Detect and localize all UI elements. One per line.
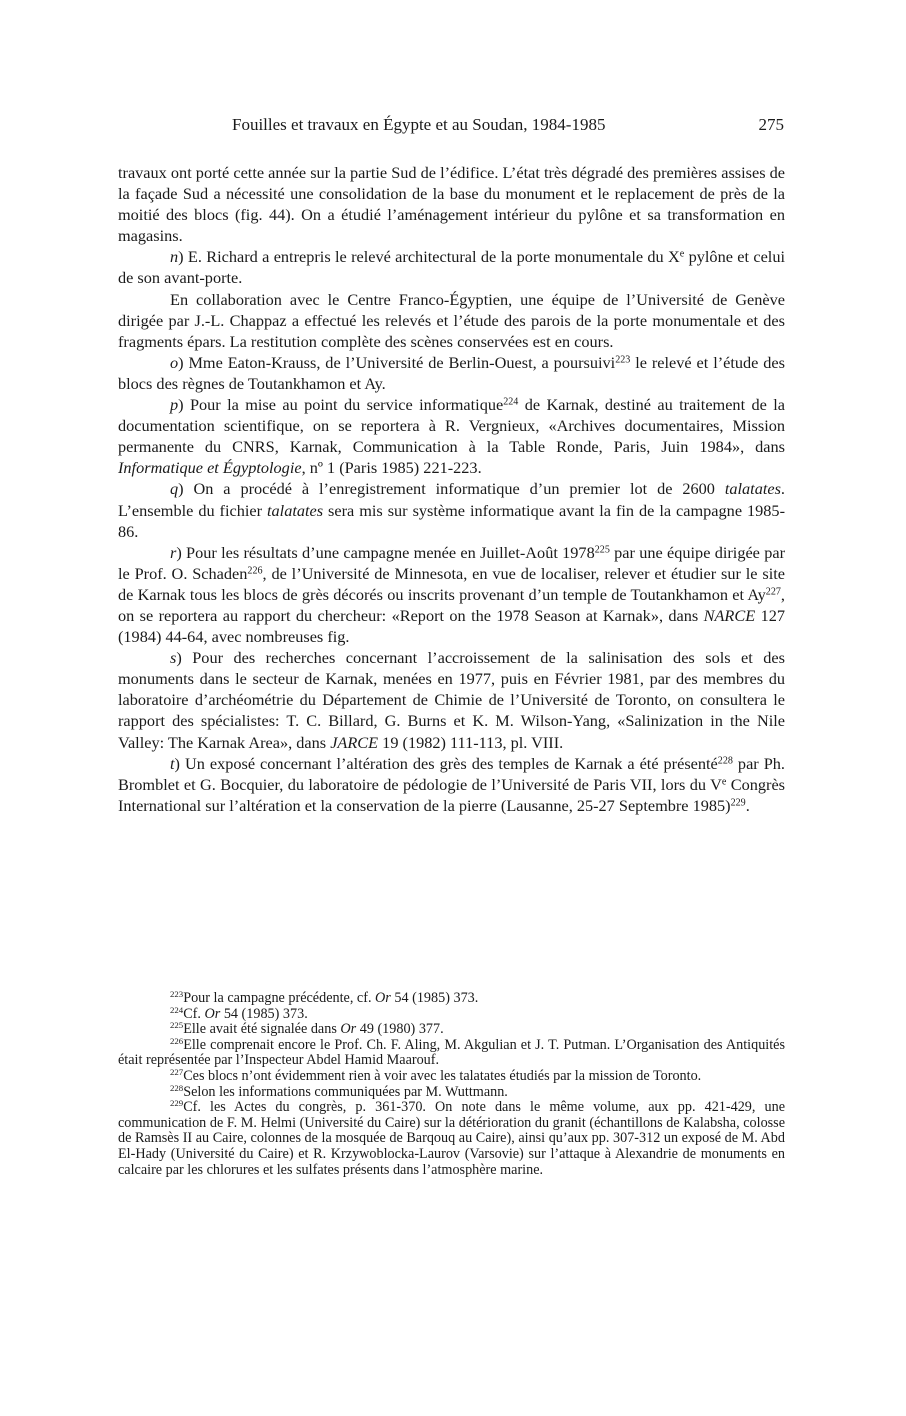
footnote: $^{227}$Ces blocs n’ont évidemment rien à voir avec les talatates étudiés par la mission de Toronto. [170, 1067, 702, 1084]
footnote: $^{229}$Cf. les Actes du congrès, p. 361-370. On note dans le même volume, aux pp. 421-429, une communication de F. M. Helmi (Université du Caire) sur la détérioration du granit (échantillons de Kalabsha, colosse de Ramsès II au Caire, colonnes de la mosquée de Barqouq au Caire), ainsi qu’aux pp. 307-312 un exposé de M. Abd El-Hady (Université du Caire) et R. Krzywoblocka-Laurov (Varsovie) sur l’attaque à Alexandrie de monuments en calcaire par les chlorures et les sulfates présents dans l’atmosphère marine. [118, 1098, 785, 1178]
body-paragraph: r) Pour les résultats d’une campagne menée en Juillet-Août 1978$^{225}$ par une équipe dirigée par le Prof. O. Schaden$^{226}$, de l’Université de Minnesota, en vue de localiser, relever et étudier sur le site de Karnak tous les blocs de grès décorés ou inscrits provenant d’un temple de Toutankhamon et Ay$^{227}$, on se reportera au rapport du chercheur: «Report on the 1978 Season at Karnak», dans NARCE 127 (1984) 44-64, avec nombreuses fig. [118, 542, 785, 647]
footnote: $^{228}$Selon les informations communiquées par M. Wuttmann. [170, 1082, 508, 1100]
body-paragraph: o) Mme Eaton-Krauss, de l’Université de Berlin-Ouest, a poursuivi$^{223}$ le relevé et l’étude des blocs des règnes de Toutankhamon et Ay. [118, 352, 785, 393]
running-title: Fouilles et travaux en Égypte et au Soudan, 1984-1985 [232, 115, 606, 134]
footnote: $^{223}$Pour la campagne précédente, cf. Or 54 (1985) 373. [170, 989, 479, 1006]
body-paragraph: s) Pour des recherches concernant l’accroissement de la salinisation des sols et des monuments dans le secteur de Karnak, menées en 1977, puis en Février 1981, par des membres du laboratoire d’archéométrie du Département de Chimie de l’Université de Toronto, on consultera le rapport des spécialistes: T. C. Billard, G. Burns et K. M. Wilson-Yang, «Salinization in the Nile Valley: The Karnak Area», dans JARCE 19 (1982) 111-113, pl. VIII. [118, 648, 785, 752]
footnote: $^{225}$Elle avait été signalée dans Or 49 (1980) 377. [170, 1020, 444, 1038]
body-paragraph: p) Pour la mise au point du service informatique$^{224}$ de Karnak, destiné au traitement de la documentation scientifique, on se reportera à R. Vergnieux, «Archives documentaires, Mission permanente du CNRS, Karnak, Communication à la Table Ronde, Paris, Juin 1984», dans Informatique et Égyptologie, nº 1 (Paris 1985) 221-223. [118, 395, 785, 478]
page-number: 275 [758, 115, 784, 134]
footnote: $^{226}$Elle comprenait encore le Prof. Ch. F. Aling, M. Akgulian et J. T. Putman. L’Organisation des Antiquités était représentée par l’Inspecteur Abdel Hamid Maarouf. [118, 1035, 785, 1069]
body-paragraph: q) On a procédé à l’enregistrement informatique d’un premier lot de 2600 talatates. L’ensemble du fichier talatates sera mis sur système informatique avant la fin de la campagne 1985-86. [118, 479, 785, 541]
footnotes [118, 991, 785, 1178]
body-paragraph: En collaboration avec le Centre Franco-Égyptien, une équipe de l’Université de Genève dirigée par J.-L. Chappaz a effectué les relevés et l’étude des parois de la porte monumentale et des fragments épars. La restitution complète des scènes conservées est en cours. [118, 289, 785, 351]
main-text [118, 162, 785, 816]
body-paragraph: t) Un exposé concernant l’altération des grès des temples de Karnak a été présenté$^{228}$ par Ph. Bromblet et G. Bocquier, du laboratoire de pédologie de l’Université de Paris VII, lors du Ve Congrès International sur l’altération et la conservation de la pierre (Lausanne, 25-27 Septembre 1985)$^{229}$. [118, 753, 786, 815]
body-paragraph: travaux ont porté cette année sur la partie Sud de l’édifice. L’état très dégradé des premières assises de la façade Sud a nécessité une consolidation de la base du monument et le replacement de près de la moitié des blocs (fig. 44). On a étudié l’aménagement intérieur du pylône et sa transformation en magasins. [118, 163, 785, 246]
body-paragraph: n) E. Richard a entrepris le relevé architectural de la porte monumentale du Xe pylône et celui de son avant-porte. [118, 247, 785, 288]
footnote: $^{224}$Cf. Or 54 (1985) 373. [170, 1004, 308, 1022]
